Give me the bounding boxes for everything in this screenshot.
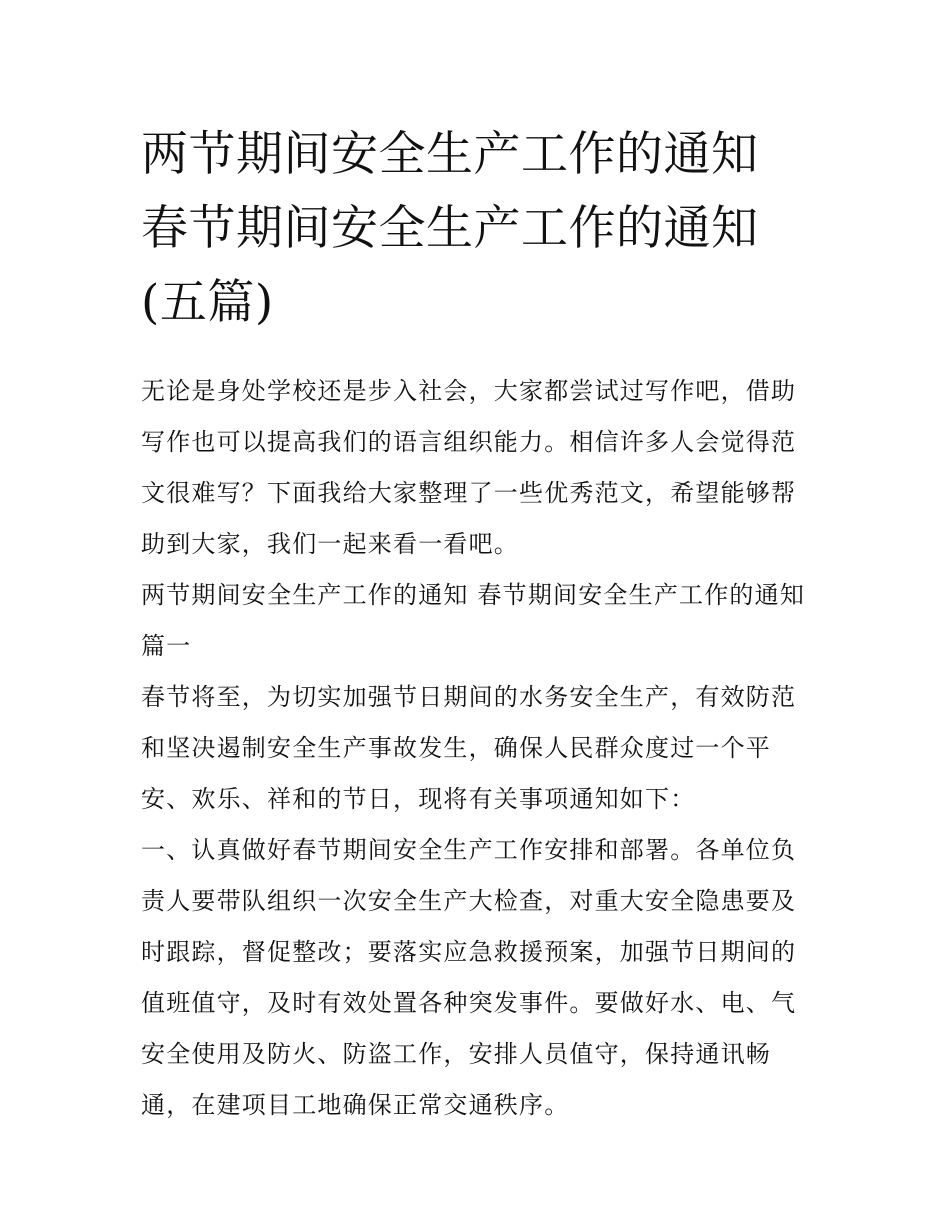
document-body: [141, 366, 813, 1131]
document-page: [141, 118, 813, 1131]
notice-paragraph: 春节将至，为切实加强节日期间的水务安全生产，有效防范和坚决遏制安全生产事故发生，确保人民群众度过一个平安、欢乐、祥和的节日，现将有关事项通知如下：: [141, 683, 797, 813]
item-one-paragraph: 一、认真做好春节期间安全生产工作安排和部署。各单位负责人要带队组织一次安全生产大检查，对重大安全隐患要及时跟踪，督促整改；要落实应急救援预案，加强节日期间的值班值守，及时有效处置各种突发事件。要做好水、电、气安全使用及防火、防盗工作，安排人员值守，保持通讯畅通，在建项目工地确保正常交通秩序。: [141, 836, 797, 1119]
section-heading: 两节期间安全生产工作的通知 春节期间安全生产工作的通知篇一: [141, 581, 806, 660]
title-line-1: 两节期间安全生产工作的通知: [141, 127, 759, 182]
title-line-2: 春节期间安全生产工作的通知: [141, 201, 759, 256]
document-title: [141, 118, 813, 340]
intro-paragraph: 无论是身处学校还是步入社会，大家都尝试过写作吧，借助写作也可以提高我们的语言组织能力。相信许多人会觉得范文很难写？下面我给大家整理了一些优秀范文，希望能够帮助到大家，我们一起来看一看吧。: [141, 377, 797, 558]
title-line-3: (五篇): [141, 275, 274, 330]
